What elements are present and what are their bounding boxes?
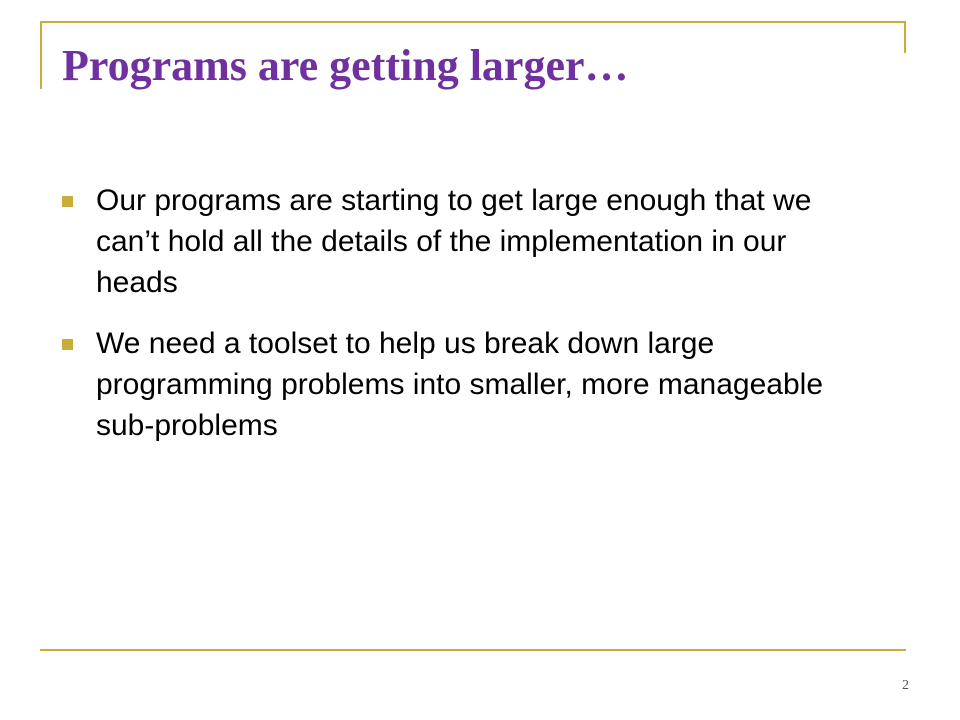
slide-title: Programs are getting larger…: [62, 41, 629, 90]
frame-left-line: [40, 21, 42, 89]
bullet-text: We need a toolset to help us break down large programming problems into smaller, more manageable sub-problems: [96, 327, 824, 442]
page-number: 2: [902, 678, 909, 693]
square-bullet-icon: [62, 196, 73, 207]
bullet-item: [60, 323, 860, 446]
frame-bottom-line: [40, 649, 906, 651]
frame-right-line: [904, 21, 906, 53]
square-bullet-icon: [62, 339, 73, 350]
frame-top-line: [40, 21, 906, 23]
bullet-item: [60, 180, 860, 303]
bullet-text: Our programs are starting to get large enough that we can’t hold all the details of the implementation in our heads: [96, 184, 812, 299]
bullet-list: [60, 180, 860, 466]
